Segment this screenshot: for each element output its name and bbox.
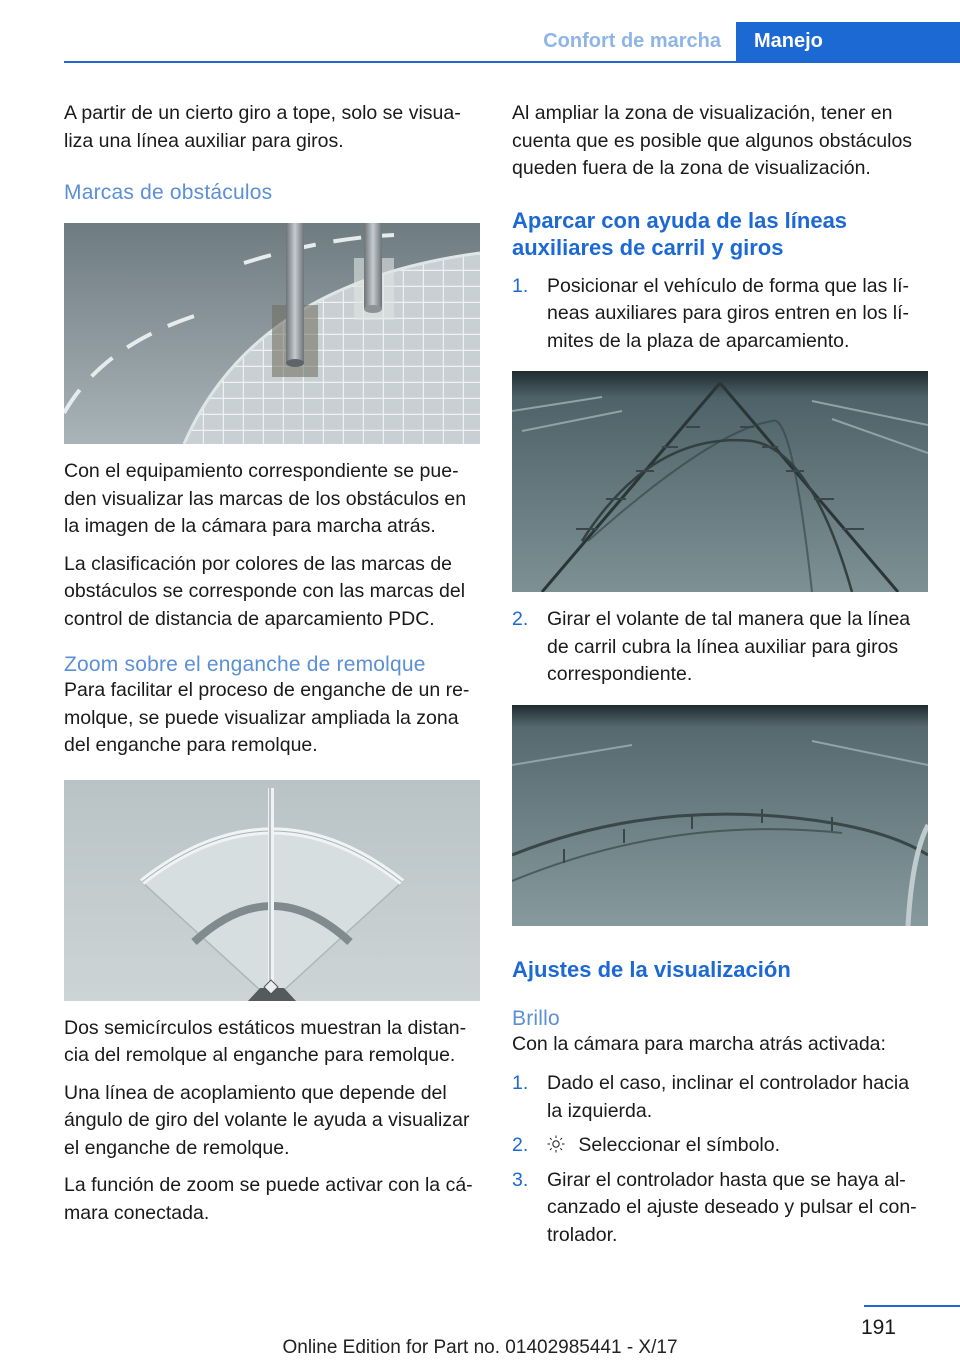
parking-steps-list-continued [512, 606, 928, 689]
turning-lines-figure [512, 371, 928, 592]
step-text: Girar el volante de tal manera que la línea de carril cubra la línea auxiliar para giros correspondiente. [547, 608, 911, 685]
obstacle-marks-figure [64, 223, 480, 444]
brightness-step [512, 1167, 928, 1250]
parking-step [512, 606, 928, 689]
edition-footer: Online Edition for Part no. 01402985441 - X/17 [282, 1337, 678, 1358]
brightness-steps-list [512, 1070, 928, 1249]
zoom-hitch-heading: Zoom sobre el enganche de remolque [64, 653, 426, 676]
header-rule [64, 61, 960, 63]
step-text: Seleccionar el símbolo. [578, 1134, 781, 1156]
right-column [512, 100, 928, 1259]
page-number-rule [864, 1305, 960, 1307]
parking-steps-list [512, 273, 928, 356]
step-number: 3. [512, 1168, 529, 1191]
zoom-paragraph-4: La función de zoom se puede activar con la cámara conectada. [64, 1174, 473, 1224]
obstacle-paragraph-1: Con el equipamiento correspondiente se pueden visualizar las marcas de los obstáculos en la imagen de la cámara para marcha atrás. [64, 460, 467, 537]
turning-lines-image [512, 371, 928, 592]
header-section-label: Confort de marcha [543, 30, 721, 52]
step-text: Dado el caso, inclinar el controlador hacia la izquierda. [547, 1072, 910, 1122]
header-chapter-label: Manejo [754, 30, 823, 52]
brightness-sun-icon [547, 1135, 565, 1153]
zoom-paragraph-3: Una línea de acoplamiento que depende del ángulo de giro del volante le ayuda a visualizar el enganche de remolque. [64, 1081, 470, 1159]
step-number: 1. [512, 274, 529, 297]
zoom-paragraph-2: Dos semicírculos estáticos muestran la distancia del remolque al enganche para remolque. [64, 1016, 467, 1066]
step-number: 2. [512, 608, 529, 630]
hitch-zoom-image [64, 780, 480, 1001]
page-number: 191 [860, 1316, 896, 1339]
display-settings-heading: Ajustes de la visualización [512, 956, 791, 982]
brightness-heading: Brillo [512, 1006, 560, 1030]
left-column [64, 100, 480, 1237]
brightness-step [512, 1070, 928, 1125]
parking-lines-heading: Aparcar con ayuda de las líneas auxiliares de carril y giros [512, 207, 848, 260]
intro-paragraph: A partir de un cierto giro a tope, solo se visualiza una línea auxiliar para giros. [64, 102, 461, 152]
obstacle-marks-heading: Marcas de obstáculos [64, 181, 273, 204]
obstacle-paragraph-2: La clasificación por colores de las marcas de obstáculos se corresponde con las marcas del control de distancia de aparcamiento PDC. [64, 552, 466, 630]
parking-step [512, 273, 928, 356]
brightness-intro: Con la cámara para marcha atrás activada: [512, 1032, 886, 1055]
lane-alignment-image [512, 705, 928, 926]
lane-alignment-figure [512, 705, 928, 926]
step-text: Posicionar el vehículo de forma que las líneas auxiliares para giros entren en los límites de la plaza de aparcamiento. [547, 274, 910, 352]
page-header [0, 0, 960, 62]
obstacle-marks-image [64, 223, 480, 444]
zoom-warning-paragraph: Al ampliar la zona de visualización, tener en cuenta que es posible que algunos obstáculos queden fuera de la zona de visualización. [512, 102, 913, 179]
hitch-zoom-figure [64, 780, 480, 1001]
step-number: 1. [512, 1072, 529, 1094]
step-text: Girar el controlador hasta que se haya alcanzado el ajuste deseado y pulsar el controlador. [547, 1168, 917, 1246]
header-chapter-tab [736, 22, 960, 62]
brightness-step [512, 1132, 928, 1160]
zoom-paragraph-1: Para facilitar el proceso de enganche de un remolque, se puede visualizar ampliada la zona del enganche para remolque. [64, 679, 470, 756]
step-number: 2. [512, 1134, 529, 1156]
